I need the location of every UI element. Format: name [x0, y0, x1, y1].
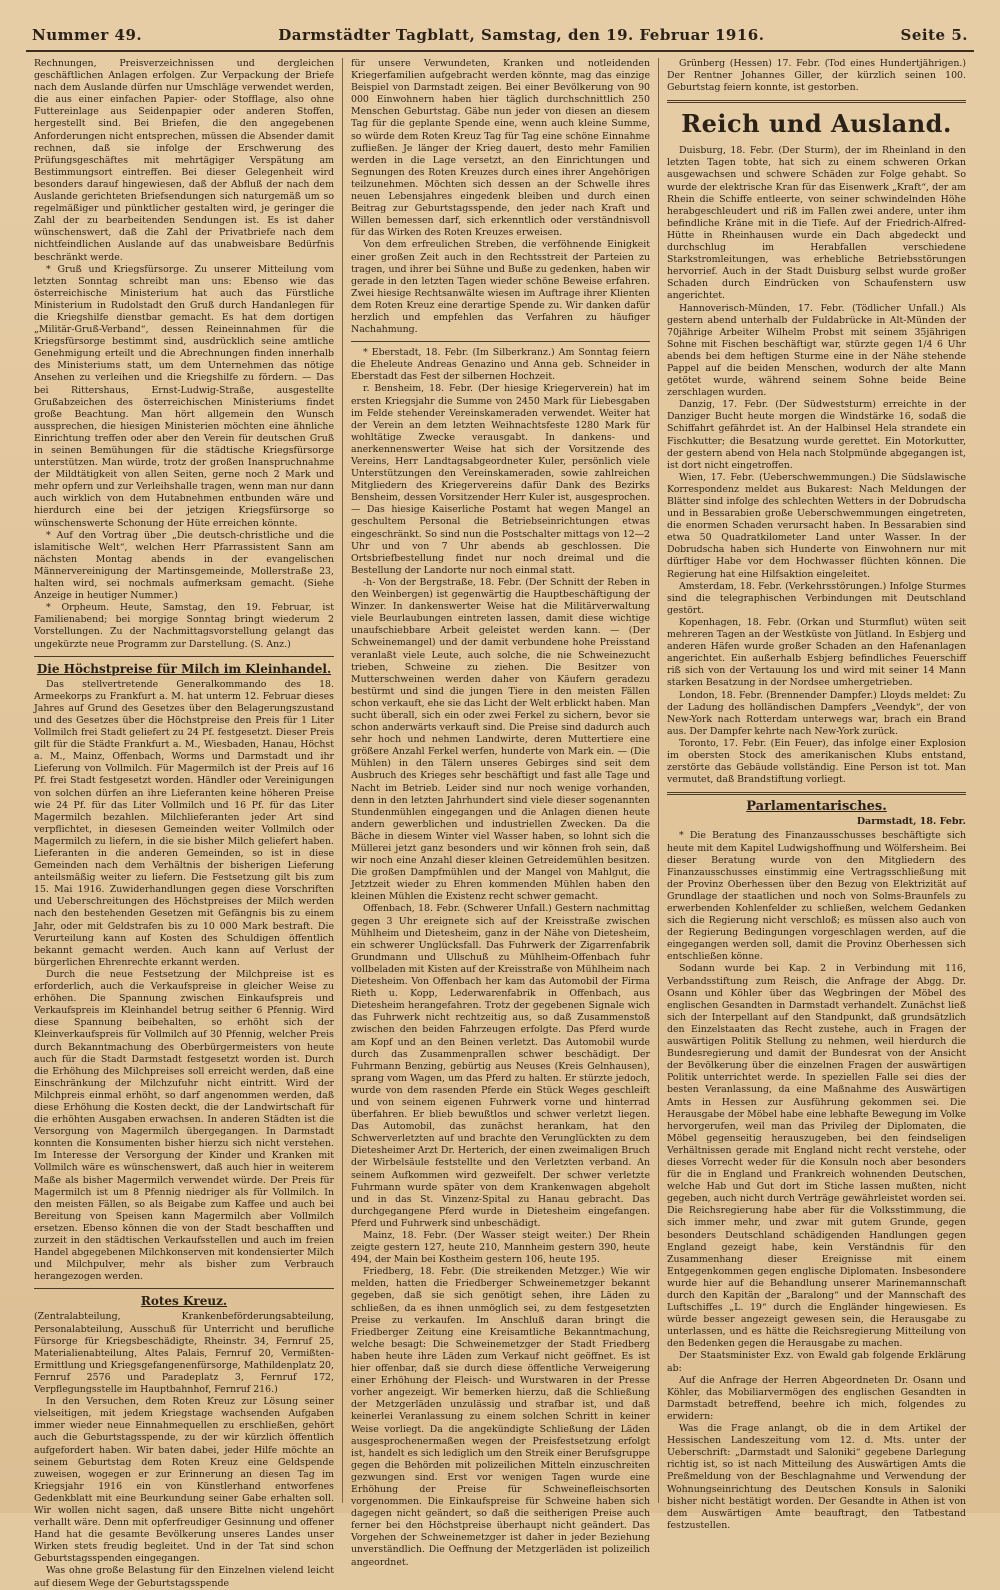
- article-toronto: Toronto, 17. Febr. (Ein Feuer), das infolge einer Explosion im obersten Stock des amerikanischen Klubs entstand, zerstörte das Gebäude vollständig. Eine Person ist tot. Man vermutet, daß Brandstiftung vorliegt.: [667, 737, 966, 786]
- article-rotes-kreuz-2: Was ohne große Belastung für den Einzelnen vielend leicht auf diesem Wege der Geburtstagsspende: [34, 1565, 334, 1589]
- article-rotes-kreuz-info: (Zentralabteilung, Krankenbeförderungsabteilung, Personalabteilung, Ausschuß für Unterricht und berufliche Fürsorge für Kriegsbeschädigte, Rheinstr. 34, Fernruf 25, Materialienabteilung, Altes Palais, Fernruf 20, Vermißten-Ermittlung und Kriegsgefangenenfürsorge, Mathildenplatz 20, Fernruf 2576 und Paradeplatz 3, Fernruf 172, Verpflegungsstelle im Hauptbahnhof, Fernruf 216.): [34, 1311, 334, 1396]
- divider: [667, 792, 966, 795]
- article-paragraph: Von dem erfreulichen Streben, die verföhnende Einigkeit einer großen Zeit auch in den Rechtsstreit der Parteien zu tragen, und ihrer bei Sühne und Buße zu gedenken, haben wir gerade in den letzten Tagen wieder schöne Beweise erfahren. Zwei hiesige Rechtsanwälte wiesen im Auftrage ihrer Klienten dem Roten Kreuz eine derartige Spende zu. Wir danken dafür herzlich und empfehlen das Verfahren zu häufiger Nachahmung.: [351, 239, 650, 336]
- article-gruenberg: Grünberg (Hessen) 17. Febr. (Tod eines Hundertjährigen.) Der Rentner Johannes Giller, der kürzlich seinen 100. Geburtstag feiern konnte, ist gestorben.: [667, 58, 966, 94]
- divider: [34, 1288, 334, 1289]
- divider: [34, 656, 334, 657]
- divider: [351, 341, 650, 342]
- headline-milch: Die Höchstpreise für Milch im Kleinhandel.: [36, 661, 332, 676]
- headline-reich-ausland: Reich und Ausland.: [681, 109, 952, 139]
- article-parlament-2: Sodann wurde bei Kap. 2 in Verbindung mit 116, Verbandsstiftung zum Reisch, die Anfrage der Abgg. Dr. Osann und Köhler über das Wegbringen der Möbel des englischen Gesandten in Darmstadt verhandelt. Zunächst ließ sich der Interpellant auf den Standpunkt, daß grundsätzlich den Einzelstaaten das Recht zustehe, auch in Fragen der auswärtigen Politik Stellung zu nehmen, weil hierdurch die Bundesregierung und damit der Bundesrat von der Ansicht der Bevölkerung über die einzelnen Fragen der auswärtigen Politik unterrichtet werde. In speziellen Falle sei dies der besten Veranlassung, da eine Maßnahme des Auswärtigen Amts in Hessen zur Ausführung gekommen sei. Die Herausgabe der Möbel habe eine lebhafte Bewegung im Volke hervorgerufen, weil man das Privileg der Diplomaten, die Möbel gegenseitig herauszugeben, bei den feindseligen Verhältnissen gerade mit England nicht recht verstehe, oder dieses Vorrecht weder für die Konsuln noch aber besonders für die in England und Frankreich wohnenden Deutschen, welche Hab und Gut dort im Stiche lassen mußten, nicht gegeben, auch nicht durch Verträge gewährleistet worden sei. Die Reichsregierung habe aber für die Volksstimmung, die sich immer mehr, und zwar mit gutem Grunde, gegen besonders Deutschland schädigenden Handlungen gegen England gezeigt habe, kein Verständnis für den Zusammenhang dieser Ereignisse mit einem Entgegenkommen gegen englische Diplomaten. Insbesondere wurde hier auf die Behandlung unserer Marinemannschaft durch den Kapitän der „Baralong“ und der Mannschaft des Luftschiffes „L. 19“ durch die Engländer hingewiesen. Es würde besser angezeigt gewesen sein, die Herausgabe zu unterlassen, und es hätte die Reichsregierung Mitteilung von den Bedenken gegen die Herausgabe zu machen.: [667, 963, 966, 1350]
- article-milch-2: Durch die neue Festsetzung der Milchpreise ist es erforderlich, auch die Verkaufspreise in gleicher Weise zu erhöhen. Die Spannung zwischen Einkaufspreis und Verkaufspreis im Kleinhandel betrug seither 6 Pfennig. Wird diese Spannung beibehalten, so erhöht sich der Kleinverkaufspreis für Vollmilch auf 30 Pfennig, welcher Preis durch Bekanntmachung des Oberbürgermeisters von heute auch für die Stadt Darmstadt festgesetzt worden ist. Durch die Erhöhung des Milchpreises soll erreicht werden, daß eine Einschränkung der Milchzufuhr nicht eintritt. Wird der Milchpreis einmal erhöht, so darf angenommen werden, daß diese Erhöhung die Kosten deckt, die der Landwirtschaft für die erhöhten Ausgaben erwachsen. In anderen Städten ist die Versorgung von Magermilch übergegangen. In Darmstadt konnten die Konsumenten bisher hierzu sich nicht verstehen. Im Interesse der Versorgung der Kinder und Kranken mit Vollmilch wäre es wünschenswert, daß auch hier in weiterem Maße als bisher Magermilch verwendet würde. Der Preis für Magermilch ist um 8 Pfennig niedriger als für Vollmilch. In den meisten Fällen, so als Beigabe zum Kaffee und auch bei Bereitung von Speisen kann Magermilch aber Vollmilch ersetzen. Ebenso können die von der Stadt beschafften und zurzeit in den städtischen Verkaufsstellen und auch im freien Handel abgegebenen Milchkonserven mit kondensierter Milch und Milchpulver, mehr als bisher zum Verbrauch herangezogen werden.: [34, 968, 334, 1283]
- article-amsterdam: Amsterdam, 18. Febr. (Verkehrsstörungen.) Infolge Sturmes sind die telegraphischen Verbindungen mit Deutschland gestört.: [667, 580, 966, 616]
- article-wien: Wien, 17. Febr. (Ueberschwemmungen.) Die Südslawische Korrespondenz meldet aus Bukarest: Nach Meldungen der Blätter sind infolge des schlechten Wetters in der Dobrudscha und in Bessarabien große Ueberschwemmungen eingetreten, die enormen Schaden verursacht haben. In Bessarabien sind etwa 50 Quadratkilometer Land unter Wasser. In der Dobrudscha haben sich Hunderte von Einwohnern nur mit dürftiger Habe vor dem Hochwasser flüchten können. Die Regierung hat eine Hilfsaktion eingeleitet.: [667, 471, 966, 580]
- article-parlament-4: Auf die Anfrage der Herren Abgeordneten Dr. Osann und Köhler, das Mobiliarvermögen des englischen Gesandten in Darmstadt betreffend, beehre ich mich, folgendes zu erwidern:: [667, 1374, 966, 1422]
- article-parlament: * Die Beratung des Finanzausschusses beschäftigte sich heute mit dem Kapitel Ludwigshoffnung und Wölfersheim. Bei dieser Beratung wurde von den Mitgliedern des Finanzausschusses einstimmig eine Vertragsschließung mit der Provinz Oberhessen über den Bezug von Elektrizität auf Grundlage der staatlichen und noch von Solms-Braunfels zu erwerbenden Kohlenfelder zu schließen, welchem Gedanken sich die Regierung nicht verschloß; es müssen also auch von der Regierung Bedingungen vorgeschlagen werden, auf die eingegangen werden soll, damit die Provinz Oberhessen sich entschließen könne.: [667, 830, 966, 963]
- dateline: Darmstadt, 18. Febr.: [856, 816, 966, 828]
- article-parlament-3: Der Staatsminister Exz. von Ewald gab folgende Erklärung ab:: [667, 1350, 966, 1374]
- article-eberstadt: * Eberstadt, 18. Febr. (Im Silberkranz.) Am Sonntag feiern die Eheleute Andreas Genazino und Anna geb. Schneider in Eberstadt das Fest der silbernen Hochzeit.: [351, 347, 650, 383]
- article-friedberg: Friedberg, 18. Febr. (Die streikenden Metzger.) Wie wir melden, hatten die Friedberger Schweinemetzger bekannt gegeben, daß sie sich genötigt sehen, ihre Läden zu schließen, da es ihnen unmöglich sei, zu dem festgesetzten Preise zu verkaufen. Im Anschluß daran bringt die Friedberger Zeitung eine Kreisamtliche Bekanntmachung, welche besagt: Die Schweinemetzger der Stadt Friedberg haben heute ihre Läden zum Verkauf nicht geöffnet. Es ist hier offenbar, daß sie durch diese öffentliche Verweigerung einer Erhöhung der Fleisch- und Wurstwaren in der Presse vorher angezeigt. Wir bemerken hierzu, daß die Schließung der Metzgerläden unzulässig und strafbar ist, und daß keinerlei Veranlassung zu einem solchen Schritt in keiner Weise vorliegt. Da die angekündigte Schließung der Läden ausgesprochenermaßen wegen der Preisfestsetzung erfolgt ist, handelt es sich lediglich um den Streik einer Berufsgruppe gegen die Behörden mit polizeilichen Mitteln einzuschreiten gezwungen sind. Erst vor wenigen Tagen wurde eine Erhöhung der Preise für Schweinefleischsorten vorgenommen. Die Einkaufspreise für Schweine haben sich dagegen nicht geändert, so daß die seitherigen Preise auch ferner bei den Höchstpreise überhaupt nicht geändert. Das Vorgehen der Schweinemetzger ist daher in jeder Beziehung unverständlich. Die Oeffnung der Metzgerläden ist polizeilich angeordnet.: [351, 1266, 650, 1568]
- headline-rotes-kreuz: Rotes Kreuz.: [140, 1294, 228, 1309]
- column-3: [658, 58, 974, 1531]
- article-danzig: Danzig, 17. Febr. (Der Südweststurm) erreichte in der Danziger Bucht heute morgen die Windstärke 16, sodaß die Schiffahrt gefährdet ist. An der Halbinsel Hela strandete ein Fischkutter; die Besatzung wurde gerettet. Ein Motorkutter, der gestern abend von Hela nach Stolpmünde abgegangen ist, ist dort nicht eingetroffen.: [667, 399, 966, 471]
- article-orpheum: * Orpheum. Heute, Samstag, den 19. Februar, ist Familienabend; bei morgige Sonntag bringt wiederum 2 Vorstellungen. Zu der Nachmittagsvorstellung gelangt das ungekürzte neue Programm zur Darstellung. (S. Anz.): [34, 602, 334, 650]
- article-bergstrasse: -h- Von der Bergstraße, 18. Febr. (Der Schnitt der Reben in den Weinbergen) ist gegenwärtig die Hauptbeschäftigung der Winzer. In dankenswerter Weise hat die Militärverwaltung viele Beurlaubungen eintreten lassen, damit diese wichtige unaufschiebbare Arbeit geleistet werden kann. — (Der Schweinemangel) und der damit verbundene hohe Preisstand veranlaßt viele Leute, auch solche, die nie Schweinezucht trieben, Schweine zu ziehen. Die Besitzer von Mutterschweinen werden daher von Käufern geradezu bestürmt und sind die jungen Tiere in den meisten Fällen schon verkauft, ehe sie das Licht der Welt erblickt haben. Man sucht überall, sich ein oder zwei Ferkel zu sichern, bevor sie schon anderwärts verkauft sind. Die Preise sind dadurch auch sehr hoch und nehmen Landwirte, deren Muttertiere eine größere Anzahl Ferkel werfen, hunderte von Mark ein. — (Die Mühlen) in den Tälern unseres Gebirges sind seit dem Ausbruch des Krieges sehr beschäftigt und fast alle Tage und Nacht im Betrieb. Leider sind nur noch wenige vorhanden, denn in den letzten Jahrhundert sind viele dieser sogenannten Stundenmühlen eingegangen und die Anlagen dienen heute andern gewerblichen und industriellen Zwecken. Da die Bäche in diesem Winter viel Wasser haben, so lohnt sich die Müllerei jetzt ganz besonders und wir können froh sein, daß wir noch eine Anzahl dieser kleinen Getreidemühlen besitzen. Die großen Dampfmühlen und der Mangel von Mahlgut, die Jetztzeit wieder zu Ehren kommenden Mühlen haben den kleinen Mühlen die Existenz recht schwer gemacht.: [351, 576, 650, 903]
- newspaper-title: Darmstädter Tagblatt, Samstag, den 19. Februar 1916.: [278, 26, 765, 44]
- masthead: [26, 22, 974, 52]
- divider: [667, 100, 966, 103]
- column-1: [26, 58, 342, 1589]
- article-parlament-5: Was die Frage anlangt, ob die in dem Artikel der Hessischen Landeszeitung vom 12. d. Mts. unter der Ueberschrift: „Darmstadt und Saloniki“ gegebene Darlegung richtig ist, so ist nach Mitteilung des Auswärtigen Amts die Preßmeldung von der Beschlagnahme und Verwendung der Wohnungseinrichtung des Deutschen Konsuls in Saloniki bisher nicht bestätigt worden. Der Gesandte in Athen ist von dem Auswärtigen Amte beauftragt, den Tatbestand festzustellen.: [667, 1423, 966, 1531]
- page-number: Seite 5.: [900, 26, 968, 44]
- article-milch: Das stellvertretende Generalkommando des 18. Armeekorps zu Frankfurt a. M. hat unterm 12. Februar dieses Jahres auf Grund des Gesetzes über den Belagerungszustand und des Gesetzes über die Höchstpreise den Preis für 1 Liter Vollmilch frei Stadt geliefert zu 24 Pf. festgesetzt. Dieser Preis gilt für die Städte Frankfurt a. M., Wiesbaden, Hanau, Höchst a. M., Mainz, Offenbach, Worms und Darmstadt und ihr Lieferung von Vollmilch. Für Magermilch ist der Preis auf 16 Pf. frei Stadt festgesetzt worden. Händler oder Vereinigungen von solchen dürfen an ihre Lieferanten keine höheren Preise wie 24 Pf. für das Liter Vollmilch und 16 Pf. für das Liter Magermilch bezahlen. Milchlieferanten jeder Art sind verpflichtet, in diesesen Gemeinden weiter Vollmilch oder Magermilch zu liefern, in die sie bisher Milch geliefert haben. Lieferanten in die anderen Gemeinden, so ist in diese Gemeinden nach dem Verhältnis der bisherigen Lieferung anteilsmäßig weiter zu liefern. Die Festsetzung gilt bis zum 15. Mai 1916. Zuwiderhandlungen gegen diese Vorschriften und Ueberschreitungen des Höchstpreises der Milch werden nach den bestehenden Gesetzen mit Gefängnis bis zu einem Jahr, oder mit Geldstrafen bis zu 10 000 Mark bestraft. Die Verurteilung kann auf Kosten des Schuldigen öffentlich bekannt gemacht werden. Auch kann auf Verlust der bürgerlichen Ehrenrechte erkannt werden.: [34, 678, 334, 968]
- issue-number: Nummer 49.: [32, 26, 143, 44]
- article-kopenhagen: Kopenhagen, 18. Febr. (Orkan und Sturmflut) wüten seit mehreren Tagen an der Westküste von Jütland. In Esbjerg und anderen Häfen wurde großer Schaden an den Hafenanlagen angerichtet. Ein außerhalb Esbjerg befindliches Feuerschiff riß sich von der Vertauung los und wird mit seiner 14 Mann starken Besatzung in der Nordsee umhergetrieben.: [667, 616, 966, 689]
- article-paragraph: für unsere Verwundeten, Kranken und notleidenden Kriegerfamilien aufgebracht werden könnte, mag das einzige Beispiel von Darmstadt zeigen. Bei einer Bevölkerung von 90 000 Einwohnern haben hier täglich durchschnittlich 250 Menschen Geburtstag. Gäbe nun jeder von diesen an diesem Tag für die geplante Spende eine, wenn auch kleine Summe, so würde dem Roten Kreuz Tag für Tag eine schöne Einnahme zufließen. Je länger der Krieg dauert, desto mehr Familien werden in die Lage versetzt, an den Einrichtungen und Segnungen des Roten Kreuzes durch eines ihrer Angehörigen teilzunehmen. Möchten sich dessen an der Schwelle ihres neuen Lebensjahres eingedenk bleiben und durch einen Beitrag zur Geburtstagsspende, den jeder nach Kraft und Willen bemessen darf, sich erkenntlich oder verständnisvoll für das Wirken des Roten Kreuzes erweisen.: [351, 58, 650, 239]
- article-vortrag: * Auf den Vortrag über „Die deutsch-christliche und die islamitische Welt“, welchen Herr Pfarrassistent Sann am nächsten Montag abends in der evangelischen Männervereinigung der Martinsgemeinde, Mollerstraße 23, halten wird, sei nochmals aufmerksam gemacht. (Siehe Anzeige in heutiger Nummer.): [34, 529, 334, 602]
- columns: [26, 58, 974, 1589]
- headline-parlamentarisches: Parlamentarisches.: [746, 799, 887, 815]
- article-muenden: Hannoverisch-Münden, 17. Febr. (Tödlicher Unfall.) Als gestern abend unterhalb der Fuldabrücke in Alt-Münden der 70jährige Arbeiter Wilhelm Probst mit seinem 35jährigen Sohne mit Fischen beschäftigt war, stürzte gegen 1/4 6 Uhr abends bei dem heftigen Sturme eine in der Nähe stehende Pappel auf die beiden Menschen, wodurch der alte Mann getötet wurde, während seinem Sohne beide Beine zerschlagen wurden.: [667, 302, 966, 399]
- article-rotes-kreuz: In den Versuchen, dem Roten Kreuz zur Lösung seiner vielseitigen, mit jedem Kriegstage wachsenden Aufgaben immer wieder neue Einnahmequellen zu erschließen, gehört auch die Geburtstagsspende, zu der wir kürzlich öffentlich aufgefordert haben. Wir baten dabei, jeder Hilfe möchte an seinem Geburtstag dem Roten Kreuz eine Geldspende zuweisen, wogegen er zur Erinnerung an diesen Tag im Kriegsjahr 1916 ein von Künstlerhand entworfenes Gedenkblatt mit eine Beurkundung seiner Gabe erhalten soll. Wir wollen nicht sagen, daß unsere Bitte nicht ungehört verhallt wäre. Denn mit opferfreudiger Gesinnung und offener Hand hat die gesamte Bevölkerung unseres Landes unser Wirken stets freudig begleitet. Und in der Tat sind schon Geburtstagsspenden eingegangen.: [34, 1396, 334, 1565]
- article-offenbach: Offenbach, 18. Febr. (Schwerer Unfall.) Gestern nachmittag gegen 3 Uhr ereignete sich auf der Kreisstraße zwischen Mühlheim und Dietesheim, ganz in der Nähe von Dietesheim, ein schwerer Unglücksfall. Das Fuhrwerk der Zigarrenfabrik Grundmann und Ullschuß zu Mühlheim-Offenbach fuhr vollbeladen mit Kisten auf der Kreisstraße von Mühlheim nach Dietesheim. Von Offenbach her kam das Automobil der Firma Rieth u. Kopp, Lederwarenfabrik in Offenbach, aus Dietesheim herangefahren. Trotz der gegebenen Signale wich das Fuhrwerk nicht rechtzeitig aus, so daß Zusammenstoß zwischen den beiden Fahrzeugen erfolgte. Das Pferd wurde am Kopf und an den Beinen verletzt. Das Automobil wurde durch das Zusammenprallen schwer beschädigt. Der Fuhrmann Benzing, gebürtig aus Neuses (Kreis Gelnhausen), sprang vom Wagen, um das Pferd zu halten. Er stürzte jedoch, wurde von dem rasenden Pferde ein Stück Weges geschleift und von seinem eigenen Fuhrwerk vorne und hinterrad überfahren. Er blieb bewußtlos und schwer verletzt liegen. Das Automobil, das zunächst herankam, hat den Schwerverletzten auf und brachte den Verunglückten zu dem Dietesheimer Arzt Dr. Herterich, der einen zweimaligen Bruch der Wirbelsäule feststellte und den Verletzten verband. An seinem Aufkommen wird gezweifelt. Der schwer verletzte Fuhrmann wurde später von dem Krankenwagen abgeholt und in das St. Vinzenz-Spital zu Hanau gebracht. Das durchgegangene Pferd wurde in Dietesheim eingefangen. Pferd und Fuhrwerk sind unbeschädigt.: [351, 903, 650, 1229]
- article-london: London, 18. Febr. (Brennender Dampfer.) Lloyds meldet: Zu der Ladung des holländischen Dampfers „Veendyk“, der von New-York nach Rotterdam unterwegs war, brach ein Brand aus. Der Dampfer kehrte nach New-York zurück.: [667, 689, 966, 737]
- article-duisburg: Duisburg, 18. Febr. (Der Sturm), der im Rheinland in den letzten Tagen tobte, hat sich zu einem schweren Orkan ausgewachsen und schwere Schäden zur Folge gehabt. So wurde der elektrische Kran für das Eisenwerk „Kraft“, der am Rhein die Schiffe entleerte, von seiner schwindelnden Höhe herabgeschleudert und riß im Fallen zwei andere, unter ihm befindliche Kräne mit in die Tiefe. Auf der Friedrich-Alfred-Hütte in Rheinhausen wurde ein Dach abgedeckt und durchschlug im Herabfallen verschiedene Starkstromleitungen, was erhebliche Betriebsstörungen hervorrief. Auch in der Stadt Duisburg selbst wurde großer Schaden durch Eindrücken von Schaufenstern usw angerichtet.: [667, 145, 966, 302]
- column-2: [342, 58, 658, 1568]
- article-mainz: Mainz, 18. Febr. (Der Wasser steigt weiter.) Der Rhein zeigte gestern 127, heute 210, Mannheim gestern 390, heute 494, der Main bei Kostheim gestern 106, heute 195.: [351, 1230, 650, 1266]
- article-paragraph: Rechnungen, Preisverzeichnissen und dergleichen geschäftlichen Anlagen erfolgen. Zur Verpackung der Briefe nach dem Auslande dürfen nur Umschläge verwendet werden, die aus einer einfachen Papier- oder Stofflage, also ohne Futtereinlage aus Seidenpapier oder anderen Stoffen, hergestellt sind. Bei Briefen, die den angegebenen Anforderungen nicht entsprechen, müssen die Absender damit rechnen, daß sie infolge der Erschwerung des Prüfungsgeschäftes mit mehrtägiger Verspätung am Bestimmungsort eintreffen. Bei dieser Gelegenheit wird besonders darauf hingewiesen, daß der Abfluß der nach dem Auslande gerichteten Briefsendungen sich naturgemäß um so regelmäßiger und pünktlicher gestalten wird, je geringer die Zahl der zu bearbeitenden Sendungen ist. Es ist daher wünschenswert, daß die Zahl der Privatbriefe nach dem nichtfeindlichen Auslande auf das unabweisbare Bedürfnis beschränkt werde.: [34, 58, 334, 263]
- article-gruss: * Gruß und Kriegsfürsorge. Zu unserer Mitteilung vom letzten Sonntag schreibt man uns: Ebenso wie das österreichische Ministerium hat auch das Fürstliche Ministerium in Rudolstadt den Gruß durch Handanlegen für die Kriegshilfe dienstbar gemacht. Es hat dem dortigen „Militär-Gruß-Verband“, dessen Reineinnahmen für die Kriegsfürsorge bestimmt sind, ausdrücklich seine amtliche Genehmigung erteilt und die Abrechnungen finden innerhalb des Ministeriums statt, um dem Unternehmen das nötige Ansehen zu verleihen und die Kriegshilfe zu fördern. — Das bei Rittershaus, Ernst-Ludwig-Straße, ausgestellte Grußabzeichen des österreichischen Ministeriums findet große Beachtung. Man hört allgemein den Wunsch aussprechen, die hiesigen Ministerien möchten eine ähnliche Einrichtung treffen oder aber den Verein für deutschen Gruß in seinen Bemühungen für die städtische Kriegsfürsorge unterstützen. Man würde, trotz der großen Inanspruchnahme der Mildtätigkeit von allen Seiten, gerne noch 2 Mark und mehr opfern und zur Verleihshalle tragen, wenn man nur dann auch wirklich von dem Hutabnehmen entbunden wäre und hierdurch eine bei der jetzigen Kriegsfürsorge so wünschenswerte Schonung der Hüte erreichen könnte.: [34, 263, 334, 529]
- article-bensheim: r. Bensheim, 18. Febr. (Der hiesige Kriegerverein) hat im ersten Kriegsjahr die Summe von 2450 Mark für Liebesgaben im Felde stehender Vereinskameraden verwendet. Weiter hat der Verein an dem letzten Weihnachtsfeste 1280 Mark für wohltätige Zwecke verausgabt. In dankens- und anerkennenswerter Weise hat sich der Vorsitzende des Vereins, Herr Landtagsabgeordneter Kuler, persönlich viele Unterstützungen den Vereinskameraden, sowie zahlreichen Mitgliedern des Kriegervereins dafür Dank des Bezirks Bensheim, dessen Vorsitzender Herr Kuler ist, ausgesprochen. — Das hiesige Kaiserliche Postamt hat wegen Mangel an geschultem Personal die Betriebseinrichtungen etwas eingeschränkt. So sind nun die Postschalter mittags von 12—2 Uhr und von 7 Uhr abends ab geschlossen. Die Ortsbriefbestellung findet nur noch dreimal und die Bestellung der Landorte nur noch einmal statt.: [351, 383, 650, 576]
